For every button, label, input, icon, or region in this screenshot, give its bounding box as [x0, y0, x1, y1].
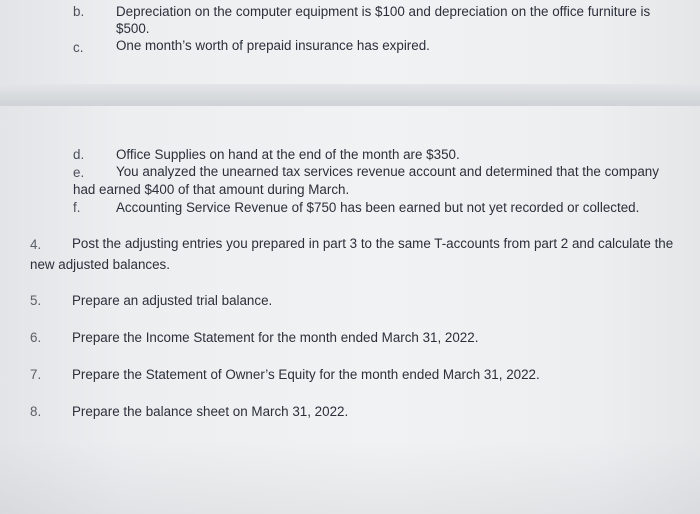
item-e-text-line2: had earned $400 of that amount during March.	[73, 182, 350, 197]
step-6-number: 6.	[30, 330, 42, 345]
step-4-text-line2: new adjusted balances.	[30, 257, 170, 272]
step-5-text: Prepare an adjusted trial balance.	[72, 293, 273, 308]
item-f-text: Accounting Service Revenue of $750 has been earned but not yet recorded or collected.	[116, 200, 640, 215]
item-b-text-line1: Depreciation on the computer equipment is $100 and depreciation on the office furniture is	[116, 4, 651, 19]
item-e-marker: e.	[73, 165, 85, 180]
step-8-text: Prepare the balance sheet on March 31, 2022.	[72, 404, 349, 419]
item-d-marker: d.	[73, 147, 85, 162]
item-e-text-line1: You analyzed the unearned tax services revenue account and determined that the company	[116, 164, 659, 179]
step-6-text: Prepare the Income Statement for the month ended March 31, 2022.	[72, 330, 479, 345]
bottom-shadow	[0, 440, 700, 514]
step-4-text-line1: Post the adjusting entries you prepared in part 3 to the same T-accounts from part 2 and calculate the	[72, 236, 674, 251]
item-d-text: Office Supplies on hand at the end of the month are $350.	[116, 147, 460, 162]
step-4-number: 4.	[30, 237, 42, 252]
step-7-text: Prepare the Statement of Owner’s Equity for the month ended March 31, 2022.	[72, 367, 540, 382]
item-f-marker: f.	[73, 200, 81, 215]
step-5-number: 5.	[30, 293, 42, 308]
item-b-text-line2: $500.	[116, 21, 150, 36]
step-7-number: 7.	[30, 367, 42, 382]
item-c-text: One month’s worth of prepaid insurance has expired.	[116, 38, 430, 53]
page-break-band	[0, 84, 700, 106]
step-8-number: 8.	[30, 404, 42, 419]
item-c-marker: c.	[73, 40, 84, 55]
item-b-marker: b.	[73, 4, 85, 19]
